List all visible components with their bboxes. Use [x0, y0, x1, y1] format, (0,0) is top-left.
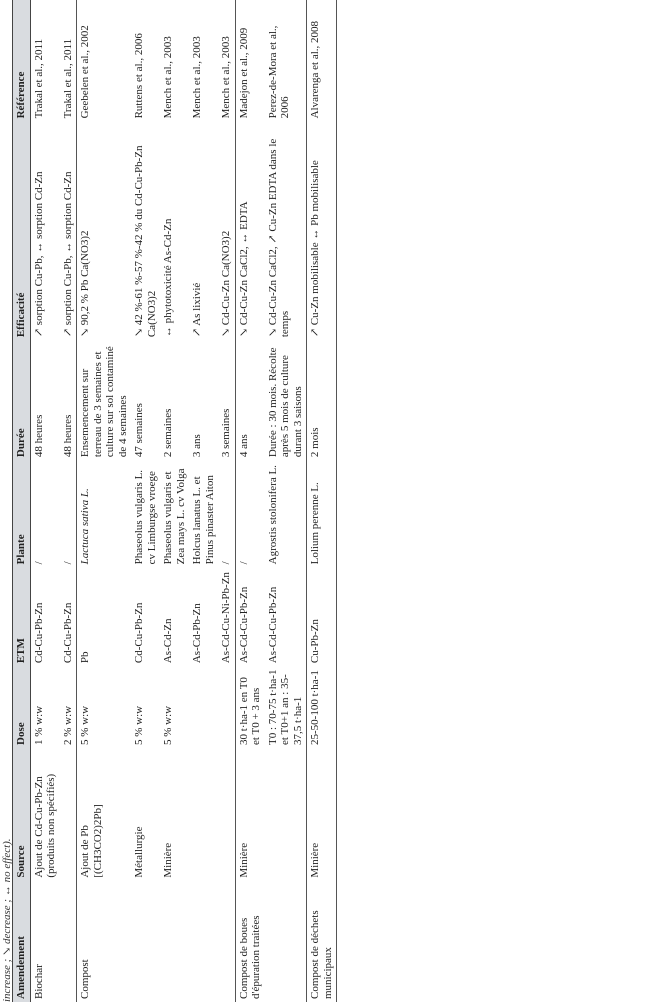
cell-etm: As-Cd-Zn: [162, 618, 174, 664]
cell-dose: 1 % w:w: [30, 666, 60, 748]
table-row: [160, 0, 189, 1002]
cell-reference: Geebelen et al., 2002: [77, 0, 132, 121]
cell-duree: Durée : 30 mois. Récolte après 5 mois de culture durant 3 saisons: [265, 340, 307, 460]
cell-source: [218, 748, 235, 881]
cell-reference: Mench et al., 2003: [162, 36, 174, 119]
cell-etm: Pb: [77, 567, 132, 666]
cell-etm: As-Cd-Cu-Pb-Zn: [235, 567, 265, 666]
cell-efficacite: ↘ 42 %-61 %-57 %-42 % du Cd-Cu-Pb-Zn Ca(NO3)2: [133, 145, 158, 338]
table-row: [189, 0, 218, 1002]
cell-source: Minière: [162, 842, 174, 878]
cell-efficacite: ↘ Cd-Cu-Zn CaCl2, ↔ EDTA: [235, 121, 265, 340]
cell-amendement: [218, 881, 235, 1002]
cell-dose: 5 % w:w: [162, 705, 174, 745]
cell-etm: Cd-Cu-Pb-Zn: [30, 567, 60, 666]
cell-reference: Ruttens et al., 2006: [133, 33, 145, 119]
cell-dose: 5 % w:w: [77, 666, 132, 748]
cell-etm: Cd-Cu-Pb-Zn: [60, 567, 77, 666]
cell-dose: [189, 666, 218, 748]
cell-source: Minière: [307, 748, 337, 881]
table-row: [30, 0, 60, 1002]
cell-source: Ajout de Pb [(CH3CO2)2Pb]: [77, 748, 132, 881]
cell-reference: Madejon et al., 2009: [235, 0, 265, 121]
cell-amendement: [189, 881, 218, 1002]
header-duree: Durée: [13, 340, 31, 460]
cell-plante: Phaseolus vulgaris et Zea mays L. cv Volga: [162, 468, 187, 565]
cell-duree: 2 mois: [307, 340, 337, 460]
table-row: [77, 0, 132, 1002]
cell-duree: 48 heures: [60, 340, 77, 460]
cell-etm: Cu-Pb-Zn: [307, 567, 337, 666]
cell-duree: Ensemencement sur terreau de 3 semaines et culture sur sol contaminé de 4 semaines: [77, 340, 132, 460]
cell-reference: Trakal et al., 2011: [30, 0, 60, 121]
cell-efficacite: ↗ As lixivié: [191, 282, 203, 338]
cell-plante: Agrostis stolonifera L.: [265, 460, 307, 567]
cell-amendement: Biochar: [30, 881, 60, 1002]
cell-duree: 47 semaines: [133, 403, 145, 458]
cell-reference: Alvarenga et al., 2008: [307, 0, 337, 121]
header-plante: Plante: [13, 460, 31, 567]
cell-source: Minière: [235, 748, 265, 881]
cell-efficacite: ↔ phytotoxicité As-Cd-Zn: [162, 218, 174, 338]
cell-efficacite: ↘ Cd-Cu-Zn Ca(NO3)2: [218, 121, 235, 340]
cell-source: [265, 748, 307, 881]
cell-dose: 2 % w:w: [60, 666, 77, 748]
header-etm: ETM: [13, 567, 31, 666]
cell-plante: Phaseolus vulgaris L. cv Limburgse vroege: [133, 469, 158, 565]
cell-amendement: Compost de déchets municipaux: [307, 881, 337, 1002]
cell-amendement: [60, 881, 77, 1002]
cell-dose: 5 % w:w: [133, 705, 145, 745]
cell-duree: 3 ans: [191, 434, 203, 458]
header-dose: Dose: [13, 666, 31, 748]
header-row: [13, 0, 31, 1002]
header-efficacite: Efficacité: [13, 121, 31, 340]
cell-dose: 30 t·ha-1 en T0 et T0 + 3 ans: [235, 666, 265, 748]
table-row: [218, 0, 235, 1002]
cell-reference: Mench et al., 2003: [218, 0, 235, 121]
table-caption: increase ; ↘ decrease ; ↔ no effect).: [1, 838, 13, 1002]
table-row: [265, 0, 307, 1002]
cell-efficacite: ↘ 90,2 % Pb Ca(NO3)2: [77, 121, 132, 340]
cell-plante: /: [30, 460, 60, 567]
cell-efficacite: ↗ Cu-Zn mobilisable ↔ Pb mobilisable: [307, 121, 337, 340]
cell-plante: /: [218, 460, 235, 567]
cell-dose: T0 : 70-75 t·ha-1 et T0+1 an : 35-37,5 t·ha-1: [265, 666, 307, 748]
cell-duree: 2 semaines: [162, 408, 174, 458]
cell-dose: [218, 666, 235, 748]
cell-source: [60, 748, 77, 881]
table-row: [131, 0, 160, 1002]
cell-source: Ajout de Cd-Cu-Pb-Zn (produits non spécifiés): [30, 748, 60, 881]
cell-plante: Lactuca sativa L.: [77, 460, 132, 567]
header-amendement: Amendement: [13, 881, 31, 1002]
cell-duree: 3 semaines: [218, 340, 235, 460]
cell-efficacite: ↗ sorption Cu-Pb, ↔ sorption Cd-Zn: [60, 121, 77, 340]
cell-reference: Trakal et al., 2011: [60, 0, 77, 121]
cell-amendement: [131, 881, 160, 1002]
cell-source: Métallurgie: [133, 826, 145, 878]
cell-amendement: [265, 881, 307, 1002]
header-source: Source: [13, 748, 31, 881]
cell-reference: Perez-de-Mora et al., 2006: [265, 0, 307, 121]
cell-etm: As-Cd-Pb-Zn: [191, 603, 203, 664]
cell-dose: 25-50-100 t·ha-1: [307, 666, 337, 748]
cell-efficacite: ↘ Cd-Cu-Zn CaCl2, ↗ Cu-Zn EDTA dans le temps: [265, 121, 307, 340]
cell-etm: As-Cd-Cu-Pb-Zn: [265, 567, 307, 666]
cell-plante: Holcus lanatus L. et Pinus pinaster Aiton: [191, 475, 216, 565]
cell-efficacite: ↗ sorption Cu-Pb, ↔ sorption Cd-Zn: [30, 121, 60, 340]
cell-etm: Cd-Cu-Pb-Zn: [133, 602, 145, 664]
cell-amendement: Compost de boues d'épuration traitées: [235, 881, 265, 1002]
amendment-table: [12, 0, 337, 1002]
cell-amendement: Compost: [77, 881, 132, 1002]
table-row: [307, 0, 337, 1002]
cell-plante: /: [60, 460, 77, 567]
header-reference: Référence: [13, 0, 31, 121]
cell-duree: 48 heures: [30, 340, 60, 460]
cell-duree: 4 ans: [235, 340, 265, 460]
cell-plante: /: [235, 460, 265, 567]
table-row: [235, 0, 265, 1002]
cell-reference: Mench et al., 2003: [191, 36, 203, 119]
cell-source: [189, 748, 218, 881]
cell-amendement: [160, 881, 189, 1002]
table-row: [60, 0, 77, 1002]
cell-plante: Lolium perenne L.: [307, 460, 337, 567]
cell-etm: As-Cd-Cu-Ni-Pb-Zn: [218, 567, 235, 666]
